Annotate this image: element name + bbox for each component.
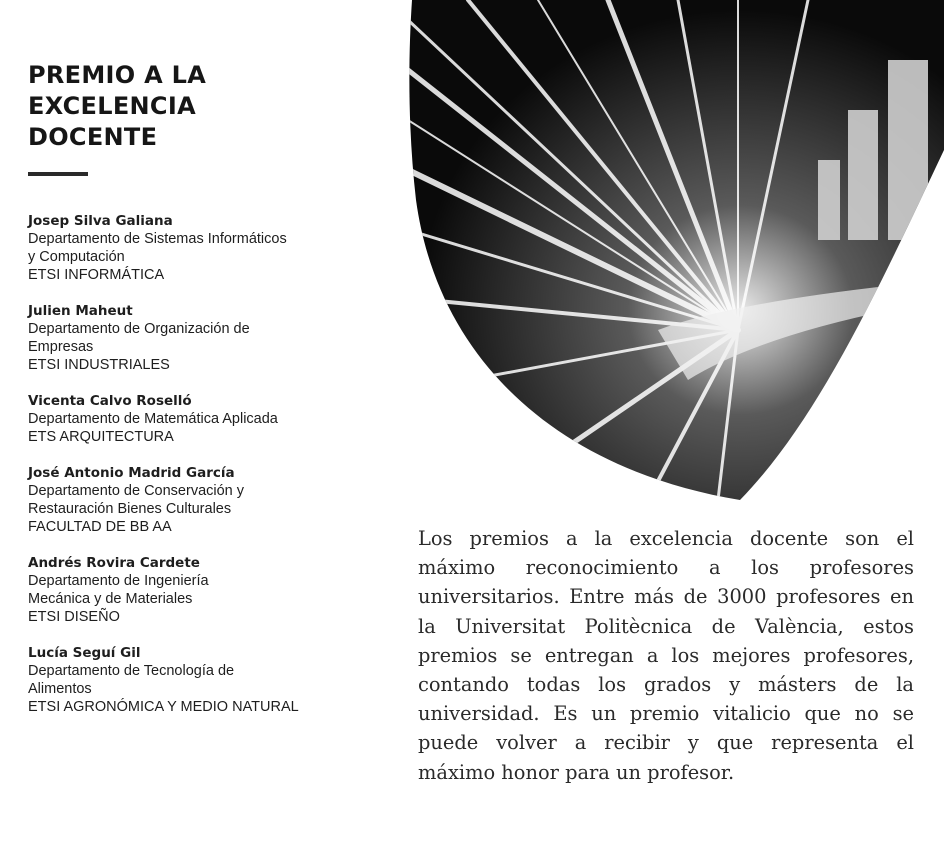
awardee-name: Vicenta Calvo Roselló (28, 393, 192, 409)
description-paragraph: Los premios a la excelencia docente son el máximo reconocimiento a los profesores universitarios. Entre más de 3000 profesores en la Universitat Politècnica de València, estos premios se entregan a los mejores profesores, contando todas los grados y másters de la universidad. Es un premio vitalicio que no se puede volver a recibir y que representa el máximo honor para un profesor. (418, 527, 914, 784)
light-trails-photo (408, 0, 944, 500)
awardee-department: Departamento de Ingeniería (28, 573, 209, 589)
awardee-name: Julien Maheut (28, 303, 133, 319)
title-underline (28, 172, 88, 176)
awardee-entry (28, 644, 388, 716)
awardee-department: Departamento de Organización de (28, 321, 250, 337)
awardee-entry (28, 554, 388, 626)
awardee-name: Lucía Seguí Gil (28, 645, 141, 661)
awardee-school: ETSI AGRONÓMICA Y MEDIO NATURAL (28, 699, 299, 715)
awardee-department: Empresas (28, 339, 94, 355)
awardee-department: Departamento de Matemática Aplicada (28, 411, 278, 427)
awardee-entry (28, 464, 388, 536)
awardee-school: ETSI DISEÑO (28, 609, 120, 625)
page-title (28, 60, 206, 153)
awardee-school: FACULTAD DE BB AA (28, 519, 172, 535)
awardee-name: Josep Silva Galiana (28, 213, 173, 229)
awardee-school: ETSI INFORMÁTICA (28, 267, 165, 283)
awardee-name: José Antonio Madrid García (28, 465, 235, 481)
awardee-department: Departamento de Sistemas Informáticos (28, 231, 287, 247)
awardee-department: Departamento de Conservación y (28, 483, 245, 499)
title-line: EXCELENCIA (28, 92, 196, 120)
awardee-entry (28, 302, 388, 374)
awardee-school: ETS ARQUITECTURA (28, 429, 174, 445)
awardee-entry (28, 212, 388, 284)
awardee-entry (28, 392, 388, 446)
awardee-department: Mecánica y de Materiales (28, 591, 193, 607)
awardee-school: ETSI INDUSTRIALES (28, 357, 170, 373)
awardee-department: y Computación (28, 249, 125, 265)
awardee-name: Andrés Rovira Cardete (28, 555, 200, 571)
awardee-department: Departamento de Tecnología de (28, 663, 235, 679)
awardee-list (28, 212, 388, 734)
title-line: PREMIO A LA (28, 61, 207, 89)
awardee-department: Alimentos (28, 681, 92, 697)
title-line: DOCENTE (28, 123, 158, 151)
awardee-department: Restauración Bienes Culturales (28, 501, 232, 517)
